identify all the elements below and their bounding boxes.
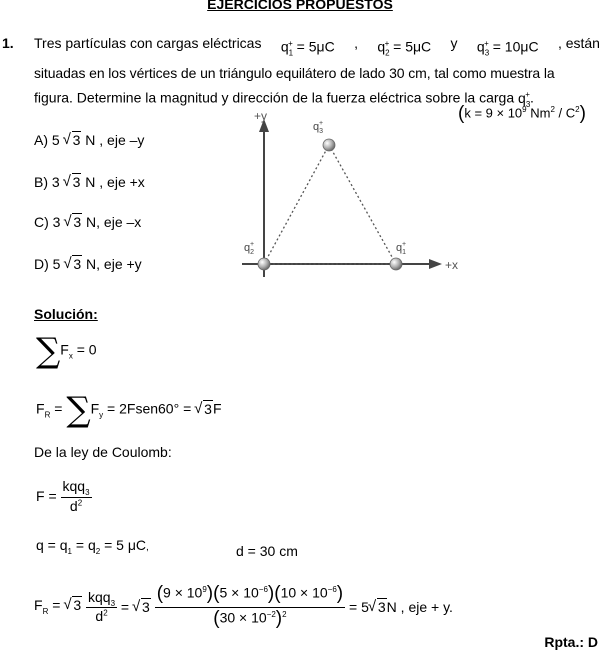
equation-sum-fx: $\sum F_x = 0$ (36, 331, 97, 371)
problem-number: 1. (2, 35, 14, 51)
label-q3: $q_3+$ (313, 120, 324, 135)
charge-q3: $q_3^+ = 10\mu C$ (476, 38, 539, 58)
label-q1: $q_1+$ (396, 241, 407, 256)
equation-resultant: $F_R = \sum F_y$ = 2Fsen60° = √ 3F (36, 395, 222, 425)
charge-q2-ball (258, 258, 270, 270)
charge-q1: $q_1^+ = 5\mu C$ (280, 38, 335, 58)
x-axis-arrow-icon (429, 259, 442, 269)
section-title: EJERCICIOS PROPUESTOS (207, 0, 393, 12)
distance-value: d = 30 cm (236, 543, 298, 559)
coulomb-constant: ($k = 9 \times 10^9$ $Nm^2 / C^2$) (458, 103, 586, 124)
triangle-figure (238, 105, 478, 285)
answer: Rpta.: D (544, 634, 598, 650)
charge-q3-ball (323, 139, 335, 151)
axis-y-label: +y (254, 109, 268, 123)
statement-line-2: situadas en los vértices de un triángulo equilátero de lado 30 cm, tal como muestra la (34, 65, 555, 82)
equation-charges: $q = q_1 = q_2 = 5$ μC, (36, 537, 149, 556)
charge-q1-ball (390, 258, 402, 270)
equation-coulomb: F = $\frac{kqq_3}{d^2}$ (36, 478, 90, 514)
problem-statement: Tres partículas con cargas eléctricas $q_1^+ = 5\mu C$ , $q_2^+ = 5\mu C$ y $q_3^+ = 10\mu C$ , están situadas en los vértices de un triángulo equilátero de lado 30 cm, tal como muestra la figura. Determine la magnitud y dirección de la fuerza eléctrica sobre la carga $q_3^+$. (34, 33, 600, 115)
label-q2: $q_2+$ (244, 241, 255, 256)
charge-q2: $q_2^+ = 5\mu C$ (377, 38, 432, 58)
solution-heading: Solución: (34, 306, 98, 322)
option-c[interactable]: C) 3 √ 3 N, eje –x (34, 214, 141, 230)
statement-line-3: figura. Determine la magnitud y dirección de la fuerza eléctrica sobre la carga $q_3^+$. (34, 90, 534, 109)
side-q3-q1 (329, 145, 396, 264)
option-a[interactable]: A) 5 √ 3 N , eje –y (34, 132, 144, 148)
axis-x-label: +x (445, 258, 459, 272)
side-q2-q3 (264, 145, 329, 264)
coulomb-law-text: De la ley de Coulomb: (34, 444, 172, 460)
statement-lead: Tres partículas con cargas eléctricas (34, 35, 262, 51)
option-b[interactable]: B) 3 √ 3 N , eje +x (34, 174, 145, 190)
equation-final: $F_R$ = √ 3 $\frac{kqq_3}{d^2}$ = √ 3 $\frac{(9 \times 10^9)(5 \times 10^{-6})(10 \times 10^{-6})}{(30 \times 10^{-2})^2}$ = 5√ 3N , eje + y. (34, 583, 453, 630)
option-d[interactable]: D) 5 √ 3 N, eje +y (34, 256, 142, 272)
